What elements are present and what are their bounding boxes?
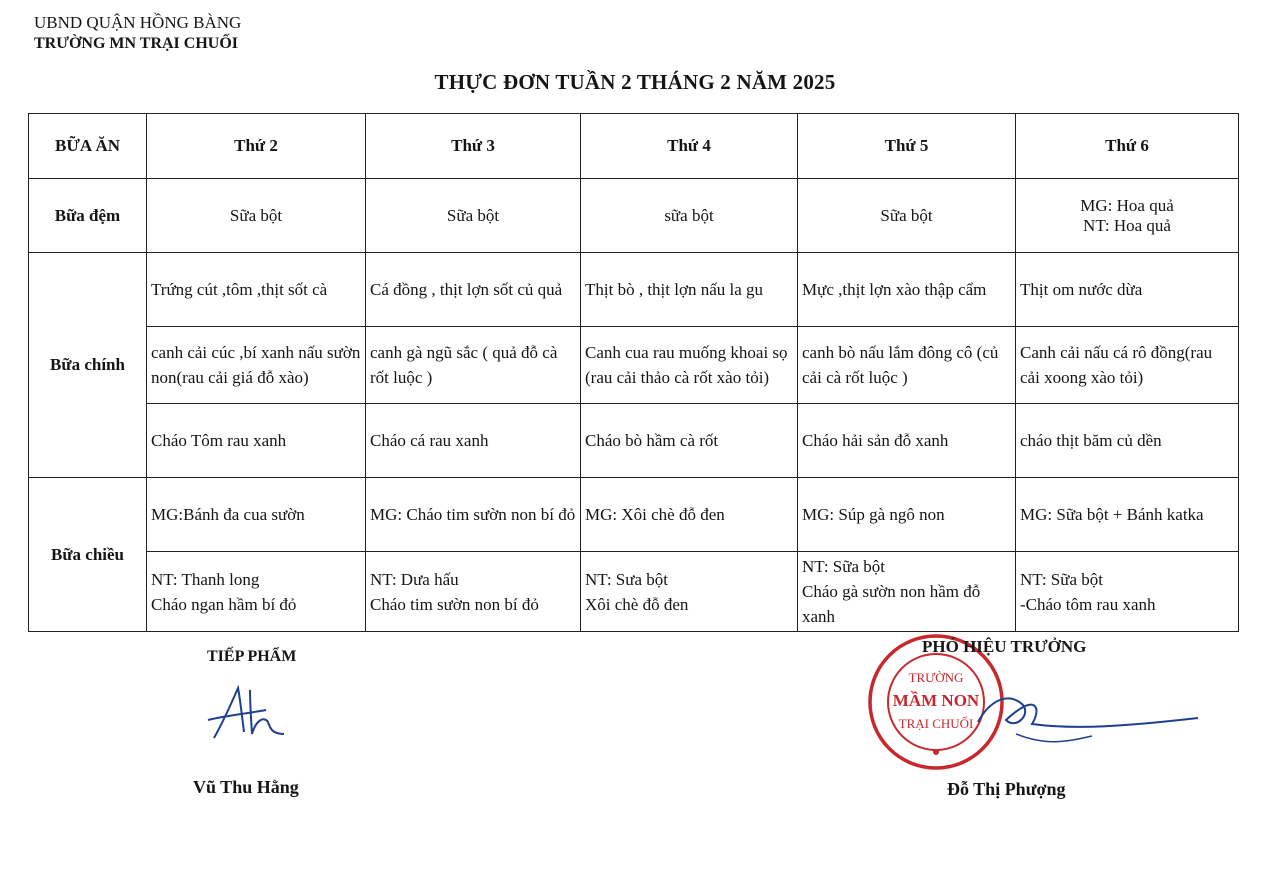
menu-cell: Trứng cút ,tôm ,thịt sốt cà — [147, 253, 366, 327]
menu-cell: MG: Xôi chè đỗ đen — [581, 478, 798, 552]
district-name: UBND QUẬN HỒNG BÀNG — [34, 13, 242, 32]
right-signer-name: Đỗ Thị Phượng — [947, 779, 1066, 799]
day-header: Thứ 6 — [1016, 114, 1239, 179]
day-header: Thứ 4 — [581, 114, 798, 179]
table-row — [29, 253, 1239, 327]
menu-cell: Sữa bột — [366, 179, 581, 253]
meal-label-snack: Bữa đệm — [29, 179, 147, 253]
table-row — [29, 179, 1239, 253]
menu-cell: NT: Sữa bột -Cháo tôm rau xanh — [1016, 552, 1239, 632]
issuing-organization — [34, 12, 241, 54]
school-name: TRƯỜNG MN TRẠI CHUỐI — [34, 35, 239, 52]
menu-cell: Mực ,thịt lợn xào thập cẩm — [798, 253, 1016, 327]
menu-cell: NT: Dưa hấu Cháo tim sườn non bí đỏ — [366, 552, 581, 632]
left-signer-name: Vũ Thu Hằng — [193, 777, 299, 797]
handwritten-signature-left — [200, 680, 300, 750]
menu-cell: MG: Súp gà ngô non — [798, 478, 1016, 552]
day-header: Thứ 3 — [366, 114, 581, 179]
table-row — [29, 327, 1239, 404]
menu-cell: Cháo cá rau xanh — [366, 404, 581, 478]
menu-cell: Cá đồng , thịt lợn sốt củ quả — [366, 253, 581, 327]
meal-label-main: Bữa chính — [29, 253, 147, 478]
table-header-row — [29, 114, 1239, 179]
menu-cell: Thịt om nước dừa — [1016, 253, 1239, 327]
menu-cell: NT: Sữa bột Cháo gà sườn non hầm đỗ xanh — [798, 552, 1016, 632]
menu-cell: Sữa bột — [798, 179, 1016, 253]
meal-label-afternoon: Bữa chiều — [29, 478, 147, 632]
svg-text:TRƯỜNG: TRƯỜNG — [908, 670, 964, 685]
menu-cell: Cháo bò hầm cà rốt — [581, 404, 798, 478]
meal-column-header: BỮA ĂN — [29, 114, 147, 179]
left-signer-title: TIẾP PHẨM — [207, 648, 297, 665]
day-header: Thứ 2 — [147, 114, 366, 179]
svg-text:TRẠI CHUỐI: TRẠI CHUỐI — [898, 716, 974, 731]
menu-cell: canh cải cúc ,bí xanh nấu sườn non(rau cải giá đỗ xào) — [147, 327, 366, 404]
menu-cell: Cháo hải sản đỗ xanh — [798, 404, 1016, 478]
menu-cell: canh gà ngũ sắc ( quả đỗ cà rốt luộc ) — [366, 327, 581, 404]
menu-cell: MG: Sữa bột + Bánh katka — [1016, 478, 1239, 552]
menu-cell: NT: Sưa bột Xôi chè đỗ đen — [581, 552, 798, 632]
menu-cell: MG:Bánh đa cua sườn — [147, 478, 366, 552]
menu-cell: Thịt bò , thịt lợn nấu la gu — [581, 253, 798, 327]
svg-text:MẦM NON: MẦM NON — [892, 691, 980, 710]
menu-cell: NT: Thanh long Cháo ngan hầm bí đỏ — [147, 552, 366, 632]
menu-cell: Canh cua rau muống khoai sọ (rau cải thảo cà rốt xào tỏi) — [581, 327, 798, 404]
table-row — [29, 552, 1239, 632]
menu-cell: sữa bột — [581, 179, 798, 253]
menu-cell: Cháo Tôm rau xanh — [147, 404, 366, 478]
menu-cell: Canh cải nấu cá rô đồng(rau cải xoong xào tỏi) — [1016, 327, 1239, 404]
menu-cell: MG: Cháo tim sườn non bí đỏ — [366, 478, 581, 552]
right-signer-title: PHÓ HIỆU TRƯỞNG — [922, 637, 1087, 656]
table-row — [29, 404, 1239, 478]
table-row — [29, 478, 1239, 552]
menu-cell: Sữa bột — [147, 179, 366, 253]
weekly-menu-table — [28, 113, 1239, 632]
menu-cell: cháo thịt băm củ dền — [1016, 404, 1239, 478]
menu-title: THỰC ĐƠN TUẦN 2 THÁNG 2 NĂM 2025 — [434, 70, 836, 94]
menu-cell: MG: Hoa quả NT: Hoa quả — [1016, 179, 1239, 253]
day-header: Thứ 5 — [798, 114, 1016, 179]
menu-cell: canh bò nấu lắm đông cô (củ cải cà rốt luộc ) — [798, 327, 1016, 404]
